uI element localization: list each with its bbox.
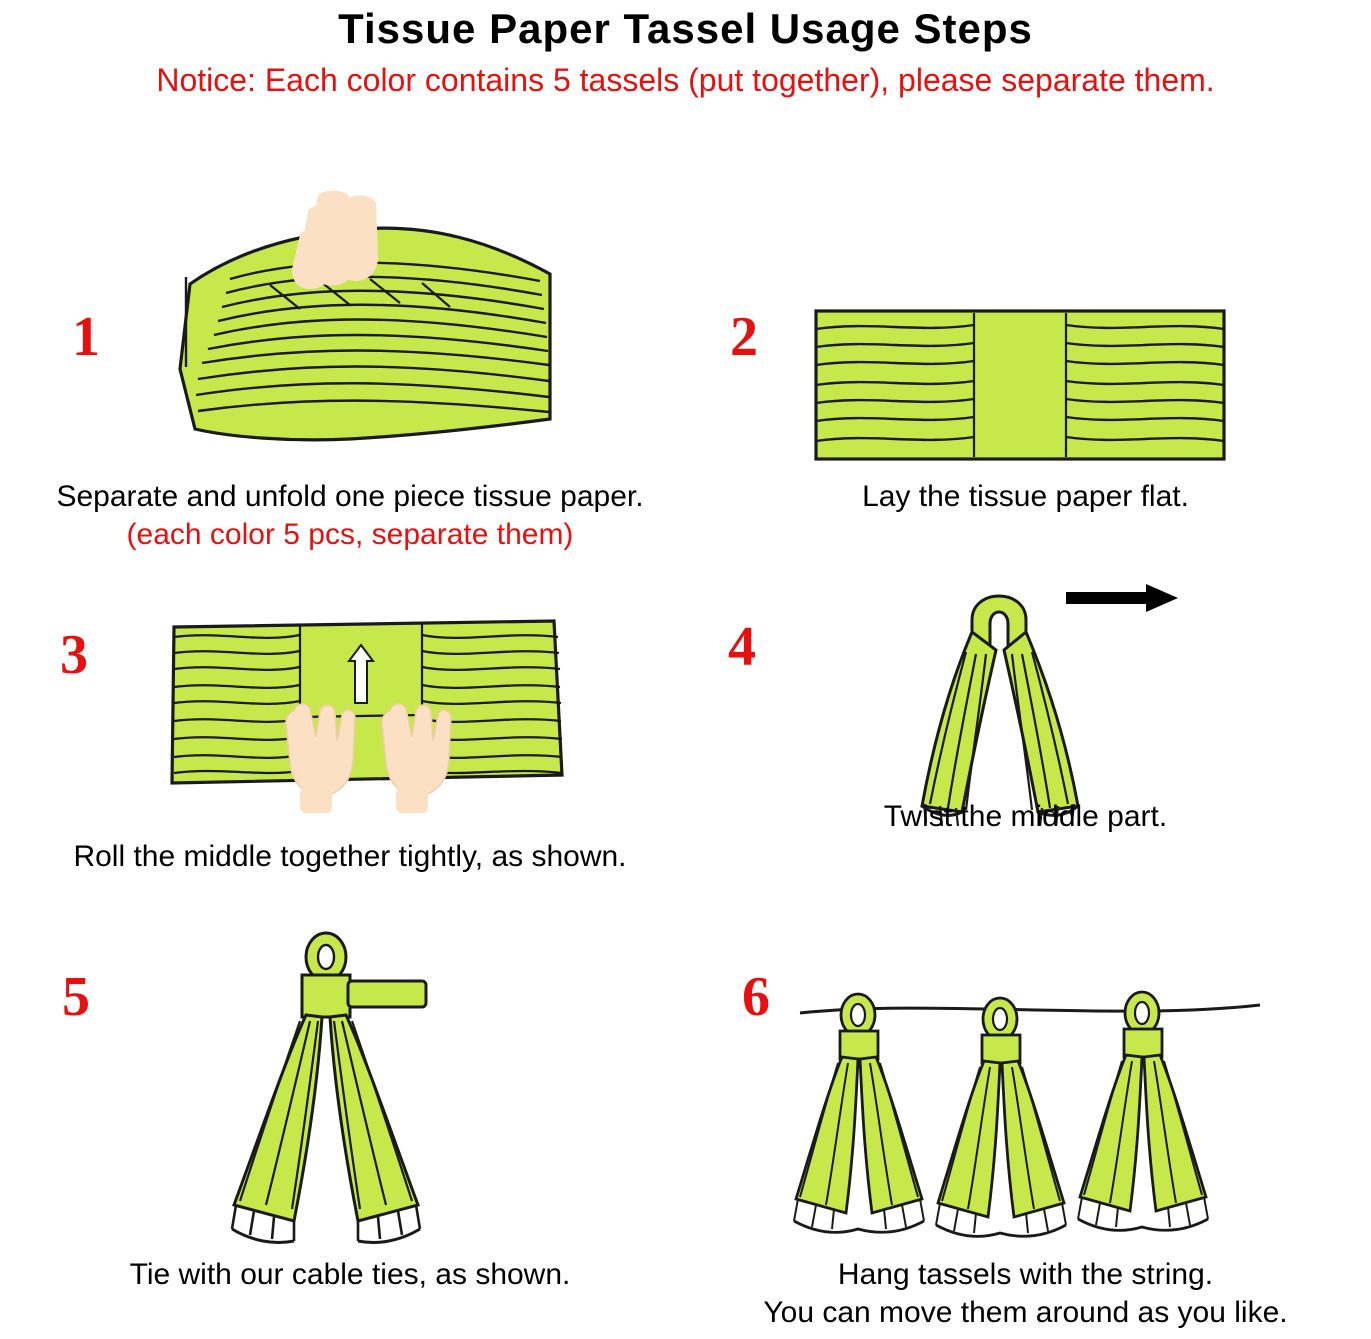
step-1-caption-secondary: (each color 5 pcs, separate them): [126, 517, 574, 551]
step-3-number: 3: [60, 623, 88, 686]
step-3: [0, 539, 700, 939]
step-5: [0, 899, 700, 1339]
step-1: [0, 159, 700, 579]
two-hands-rolling-paper-icon: [150, 599, 580, 819]
folded-tissue-paper-with-hand-icon: [150, 189, 570, 479]
step-6-caption: Hang tassels with the string.: [837, 1257, 1214, 1291]
step-1-caption: Separate and unfold one piece tissue paper.: [56, 479, 644, 513]
step-5-caption: Tie with our cable ties, as shown.: [129, 1257, 571, 1291]
arrow: [1066, 584, 1178, 612]
step-6-number: 6: [742, 965, 770, 1028]
step-4-caption: Twist the middle part.: [883, 799, 1168, 833]
step-2-number: 2: [730, 305, 758, 368]
step-2-caption: Lay the tissue paper flat.: [862, 479, 1189, 513]
notice-text: Notice: Each color contains 5 tassels (put together), please separate them.: [156, 62, 1215, 99]
step-3-caption: Roll the middle together tightly, as shown.: [73, 839, 627, 873]
step-6: [680, 899, 1371, 1339]
step-4-number: 4: [728, 615, 756, 678]
step-5-number: 5: [62, 965, 90, 1028]
three-tassels-on-string-icon: [790, 979, 1270, 1259]
tassel-with-cable-tie-icon: [190, 929, 530, 1259]
step-4: [680, 499, 1371, 939]
step-1-number: 1: [72, 305, 100, 368]
step-6-caption-secondary: You can move them around as you like.: [763, 1295, 1288, 1329]
flat-tissue-paper-stack-icon: [810, 299, 1230, 479]
page-title: Tissue Paper Tassel Usage Steps: [338, 5, 1033, 52]
